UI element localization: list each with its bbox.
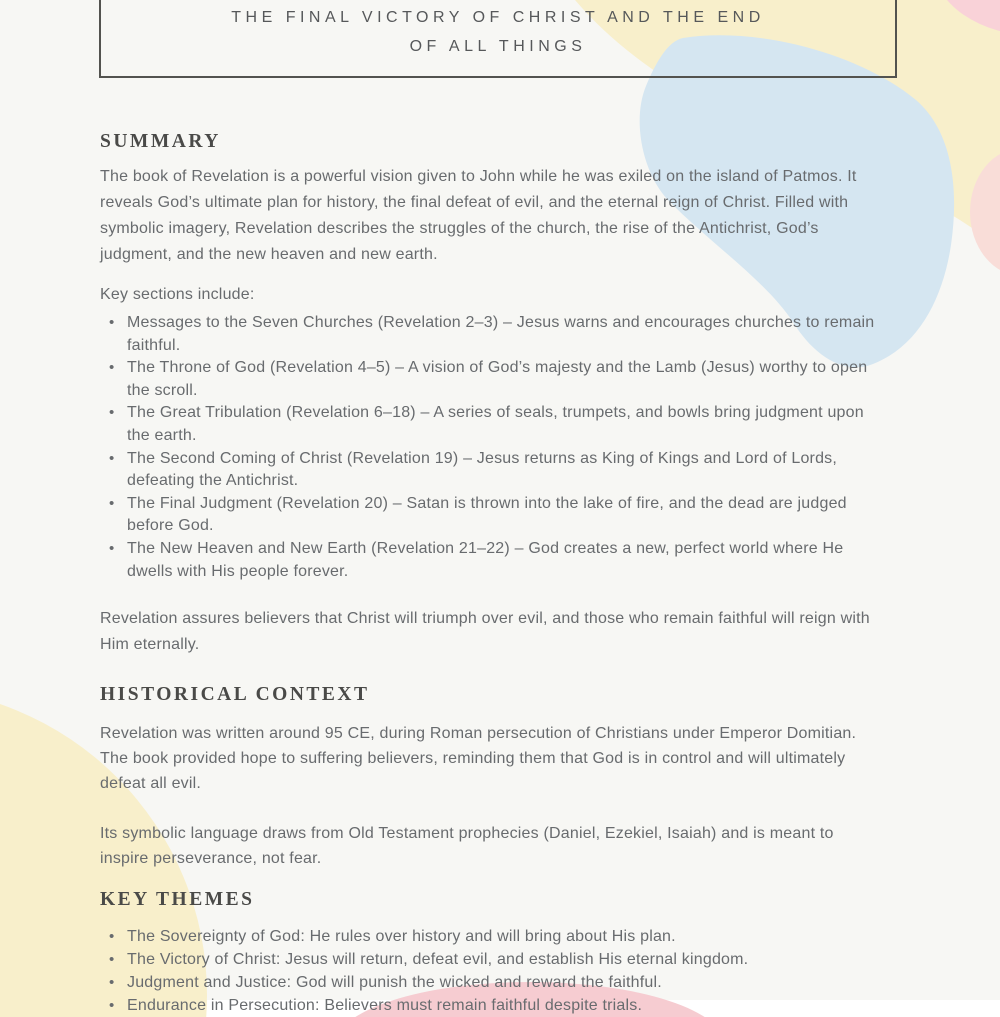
key-themes-list <box>100 925 886 1017</box>
list-item: • Messages to the Seven Churches (Revelation 2–3) – Jesus warns and encourages churches to remain faithful. <box>100 312 886 357</box>
list-item: • Endurance in Persecution: Believers must remain faithful despite trials. <box>100 994 886 1017</box>
key-sections-label: Key sections include: <box>100 286 255 303</box>
summary-outro-paragraph: Revelation assures believers that Christ will triumph over evil, and those who remain faithful will reign with Him eternally. <box>100 610 870 654</box>
list-item: • The Victory of Christ: Jesus will return, defeat evil, and establish His eternal kingdom. <box>100 948 886 971</box>
list-item: • The New Heaven and New Earth (Revelation 21–22) – God creates a new, perfect world where He dwells with His people forever. <box>100 538 886 583</box>
list-item: • The Great Tribulation (Revelation 6–18) – A series of seals, trumpets, and bowls bring judgment upon the earth. <box>100 402 886 447</box>
list-item: • The Second Coming of Christ (Revelation 19) – Jesus returns as King of Kings and Lord of Lords, defeating the Antichrist. <box>100 448 886 493</box>
summary-heading: SUMMARY <box>100 131 221 152</box>
historical-context-paragraph-1: Revelation was written around 95 CE, during Roman persecution of Christians under Emperor Domitian. The book provided hope to suffering believers, reminding them that God is in control and will ultimately defeat all evil. <box>100 725 857 793</box>
key-sections-list <box>100 312 886 583</box>
historical-context-heading: HISTORICAL CONTEXT <box>100 684 370 706</box>
list-item: • The Sovereignty of God: He rules over history and will bring about His plan. <box>100 925 886 948</box>
summary-intro-paragraph: The book of Revelation is a powerful vision given to John while he was exiled on the island of Patmos. It reveals God’s ultimate plan for history, the final defeat of evil, and the eternal reign of Christ. Filled with symbolic imagery, Revelation describes the struggles of the church, the rise of the Antichrist, God’s judgment, and the new heaven and new earth. <box>100 168 857 263</box>
key-themes-heading: KEY THEMES <box>100 889 255 911</box>
page-title-line-1: THE FINAL VICTORY OF CHRIST AND THE END <box>231 9 765 26</box>
document-body <box>100 0 886 1017</box>
page-title-line-2: OF ALL THINGS <box>409 38 587 55</box>
list-item: • The Throne of God (Revelation 4–5) – A vision of God’s majesty and the Lamb (Jesus) worthy to open the scroll. <box>100 357 886 402</box>
list-item: • The Final Judgment (Revelation 20) – Satan is thrown into the lake of fire, and the dead are judged before God. <box>100 493 886 538</box>
historical-context-paragraph-2: Its symbolic language draws from Old Testament prophecies (Daniel, Ezekiel, Isaiah) and is meant to inspire perseverance, not fear. <box>100 825 834 868</box>
list-item: • Judgment and Justice: God will punish the wicked and reward the faithful. <box>100 971 886 994</box>
